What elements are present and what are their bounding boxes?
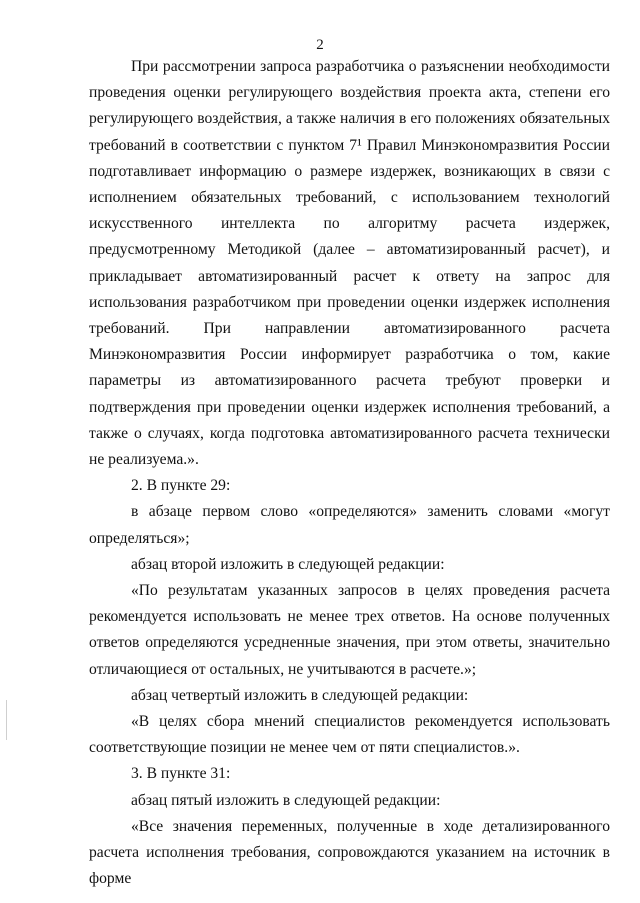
scan-edge-mark <box>6 700 7 740</box>
paragraph-item-2-heading: 2. В пункте 29: <box>131 477 231 495</box>
paragraph-fourth-subparagraph-intro: абзац четвертый изложить в следующей редакции: <box>131 686 469 704</box>
paragraph-first-subparagraph-change: в абзаце первом слово «определяются» заменить словами «могут определяться»; <box>89 503 610 547</box>
paragraph-item-3-heading: 3. В пункте 31: <box>131 765 231 783</box>
paragraph-automated-calculation: При рассмотрении запроса разработчика о разъяснении необходимости проведения оценки регулирующего воздействия проекта акта, степени его регулирующего воздействия, а также наличия в его положениях обязательных требований в соответствии с пунктом 7¹ Правил Минэкономразвития России подготавливает информацию о размере издержек, возникающих в связи с исполнением обязательных требований, с использованием технологий искусственного интеллекта по алгоритму расчета издержек, предусмотренному Методикой (далее – автоматизированный расчет), и прикладывает автоматизированный расчет к ответу на запрос для использования разработчиком при проведении оценки издержек исполнения требований. При направлении автоматизированного расчета Минэкономразвития России информирует разработчика о том, какие параметры из автоматизированного расчета требуют проверки и подтверждения при проведении оценки издержек исполнения требований, а также о случаях, когда подготовка автоматизированного расчета технически не реализуема.». <box>89 58 610 469</box>
paragraph-fifth-subparagraph-text: «Все значения переменных, полученные в ходе детализированного расчета исполнения требования, сопровождаются указанием на источник в форме <box>89 817 610 888</box>
page-number: 2 <box>316 37 324 53</box>
document-body <box>89 54 610 893</box>
paragraph-second-subparagraph-text: «По результатам указанных запросов в целях проведения расчета рекомендуется использовать не менее трех ответов. На основе полученных ответов определяются усредненные значения, при этом ответы, значительно отличающиеся от остальных, не учитываются в расчете.»; <box>89 582 610 678</box>
paragraph-second-subparagraph-intro: абзац второй изложить в следующей редакции: <box>131 555 445 573</box>
paragraph-fourth-subparagraph-text: «В целях сбора мнений специалистов рекомендуется использовать соответствующие позиции не менее чем от пяти специалистов.». <box>89 713 610 757</box>
paragraph-fifth-subparagraph-intro: абзац пятый изложить в следующей редакции: <box>131 791 441 809</box>
